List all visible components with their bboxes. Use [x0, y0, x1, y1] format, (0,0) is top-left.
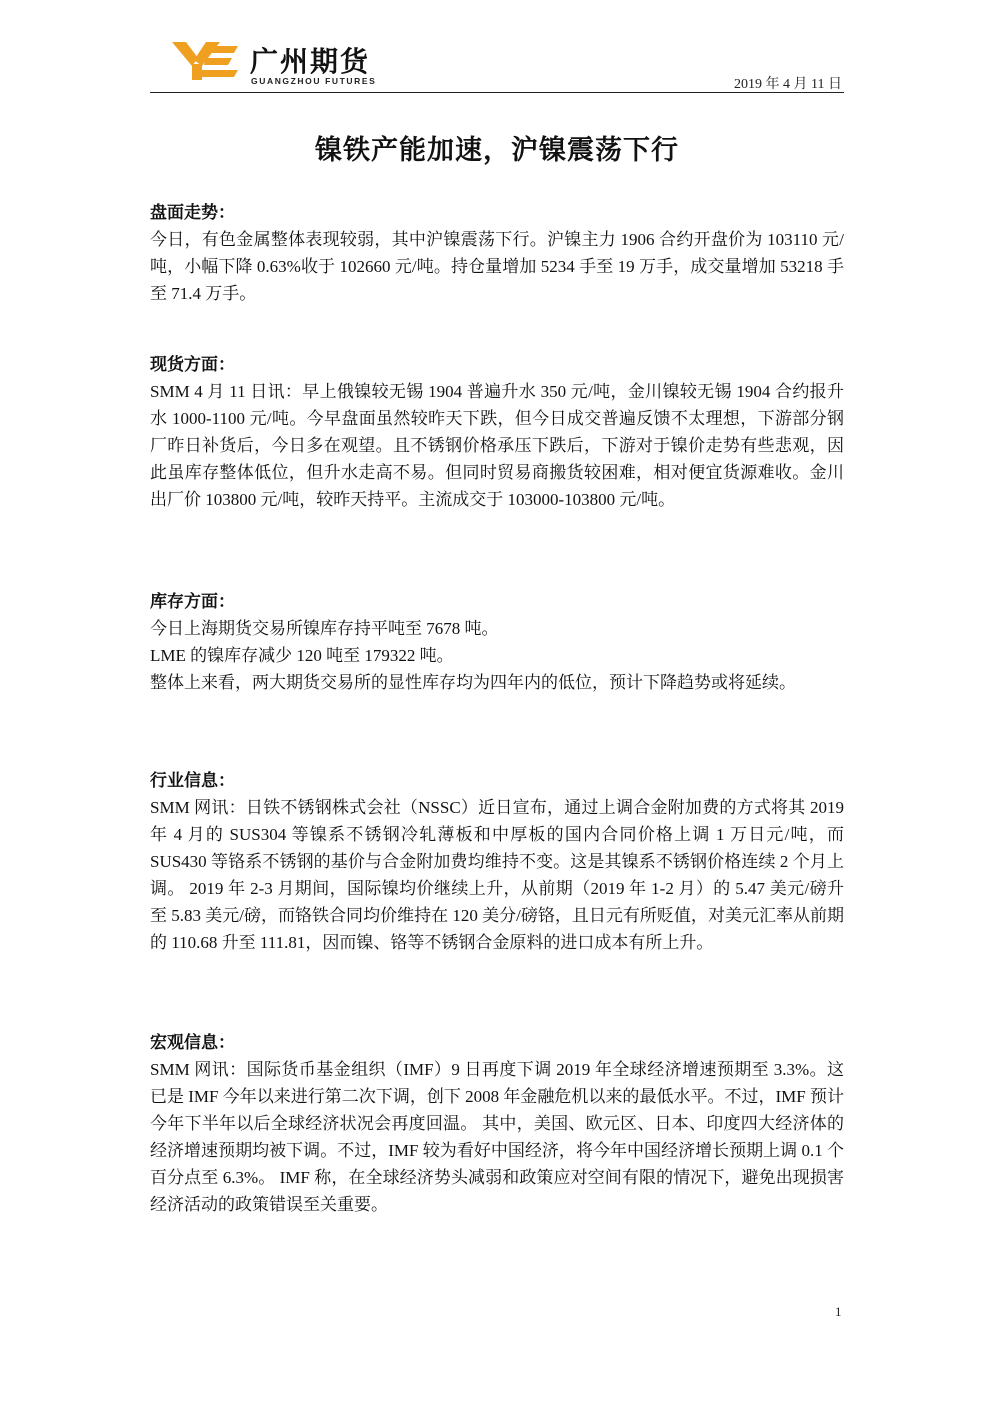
section-paragraph: 今日，有色金属整体表现较弱，其中沪镍震荡下行。沪镍主力 1906 合约开盘价为 103110 元/吨，小幅下降 0.63%收于 102660 元/吨。持仓量增加 5234 手至 19 万手，成交量增加 53218 手至 71.4 万手。 [150, 230, 844, 303]
header-divider [150, 92, 844, 93]
section-heading: 现货方面： [150, 355, 235, 375]
section-paragraph: SMM 网讯：日铁不锈钢株式会社（NSSC）近日宣布，通过上调合金附加费的方式将其 2019 年 4 月的 SUS304 等镍系不锈钢冷轧薄板和中厚板的国内合同价格上调 1 万日元/吨，而 SUS430 等铬系不锈钢的基价与合金附加费均维持不变。这是其镍系不锈钢价格连续 2 个月上调。 2019 年 2-3 月期间，国际镍均价继续上升，从前期（2019 年 1-2 月）的 5.47 美元/磅升至 5.83 美元/磅，而铬铁合同均价维持在 120 美分/磅铬，且日元有所贬值，对美元汇率从前期的 110.68 升至 111.81，因而镍、铬等不锈钢合金原料的进口成本有所上升。 [150, 798, 844, 952]
section-paragraph: 今日上海期货交易所镍库存持平吨至 7678 吨。 [150, 619, 499, 638]
section-paragraph: SMM 4 月 11 日讯：早上俄镍较无锡 1904 普遍升水 350 元/吨，金川镍较无锡 1904 合约报升水 1000-1100 元/吨。今早盘面虽然较昨天下跌，但今日成交普遍反馈不太理想，下游部分钢厂昨日补货后，今日多在观望。且不锈钢价格承压下跌后，下游对于镍价走势有些悲观，因此虽库存整体低位，但升水走高不易。但同时贸易商搬货较困难，相对便宜货源难收。金川出厂价 103800 元/吨，较昨天持平。主流成交于 103000-103800 元/吨。 [150, 382, 844, 509]
section-heading: 库存方面： [150, 592, 235, 612]
section-heading: 盘面走势： [150, 203, 235, 223]
section-paragraph: SMM 网讯：国际货币基金组织（IMF）9 日再度下调 2019 年全球经济增速预期至 3.3%。这已是 IMF 今年以来进行第二次下调，创下 2008 年金融危机以来的最低水平。不过，IMF 预计今年下半年以后全球经济状况会再度回温。 其中，美国、欧元区、日本、印度四大经济体的经济增速预期均被下调。不过，IMF 较为看好中国经济，将今年中国经济增长预期上调 0.1 个百分点至 6.3%。 IMF 称，在全球经济势头减弱和政策应对空间有限的情况下，避免出现损害经济活动的政策错误至关重要。 [150, 1060, 844, 1214]
section-inventory [150, 589, 844, 696]
section-industry-news [150, 768, 844, 956]
logo-english-name: GUANGZHOU FUTURES [251, 76, 377, 86]
section-paragraph: 整体上来看，两大期货交易所的显性库存均为四年内的低位，预计下降趋势或将延续。 [150, 673, 796, 692]
section-market-trend [150, 200, 844, 307]
report-date: 2019 年 4 月 11 日 [734, 77, 842, 92]
section-paragraph: LME 的镍库存减少 120 吨至 179322 吨。 [150, 646, 454, 665]
company-logo [172, 36, 377, 86]
section-heading: 宏观信息： [150, 1033, 235, 1053]
page-header [150, 30, 844, 92]
section-macro-news [150, 1030, 844, 1218]
logo-mark-icon [172, 40, 242, 80]
page-number: 1 [835, 1304, 842, 1319]
logo-chinese-name: 广州期货 [250, 45, 371, 78]
report-title: 镍铁产能加速，沪镍震荡下行 [315, 135, 679, 166]
section-heading: 行业信息： [150, 771, 235, 791]
section-spot-market [150, 352, 844, 513]
